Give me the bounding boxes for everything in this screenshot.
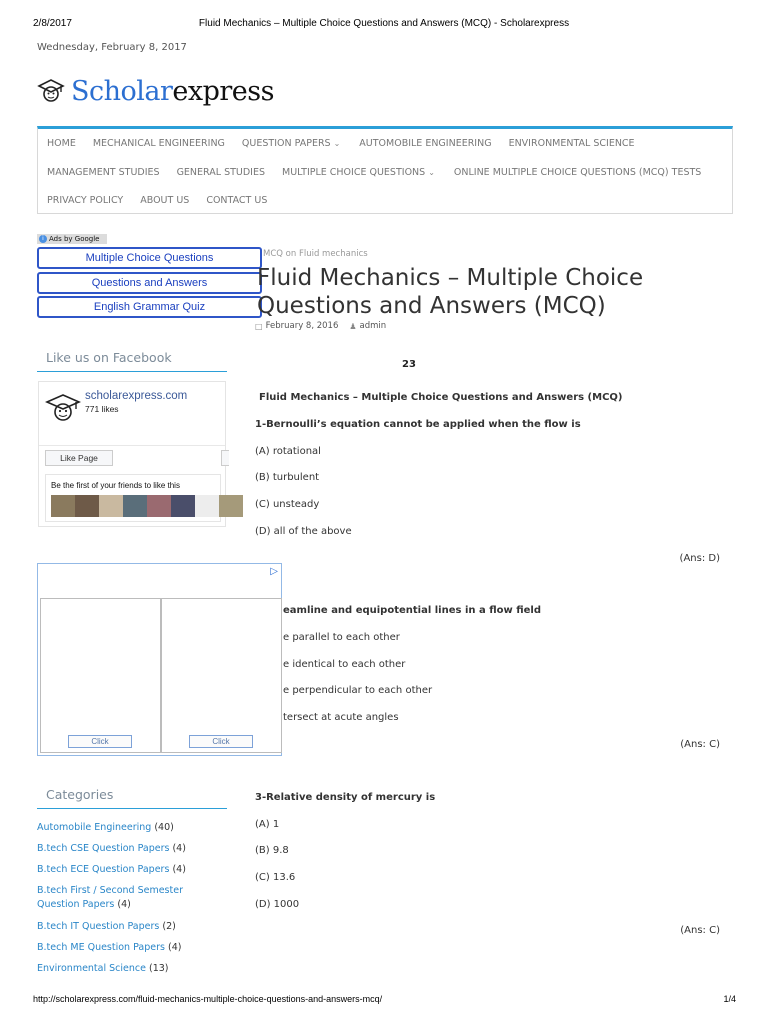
chevron-down-icon[interactable]: ⌄ — [428, 167, 435, 177]
print-header — [0, 18, 768, 32]
option: (A) 1 — [255, 819, 280, 830]
avatar[interactable] — [75, 495, 99, 517]
category-link[interactable]: B.tech IT Question Papers — [37, 921, 160, 932]
avatar[interactable] — [99, 495, 123, 517]
option: (D) all of the above — [255, 526, 352, 537]
nav-item-multiple-choice-questions[interactable]: MULTIPLE CHOICE QUESTIONS — [282, 166, 426, 178]
answer-2: (Ans: C) — [680, 739, 720, 750]
page-title-line: Questions and Answers (MCQ) — [257, 293, 606, 319]
facebook-share-button[interactable] — [221, 450, 229, 466]
main-navigation — [37, 126, 733, 214]
breadcrumb[interactable]: MCQ on Fluid mechanics — [263, 249, 368, 259]
chevron-down-icon[interactable]: ⌄ — [333, 138, 341, 148]
category-link[interactable]: B.tech ECE Question Papers — [37, 864, 170, 875]
post-meta — [255, 321, 386, 331]
site-date: Wednesday, February 8, 2017 — [37, 42, 187, 53]
facebook-friends-text: Be the first of your friends to like this — [51, 481, 180, 490]
question-2: eamline and equipotential lines in a flow field — [283, 605, 541, 616]
nav-row — [38, 158, 709, 186]
option: (C) unsteady — [255, 499, 320, 510]
answer-1: (Ans: D) — [679, 553, 720, 564]
category-count: (13) — [149, 963, 169, 974]
category-link[interactable]: Automobile Engineering — [37, 822, 152, 833]
logo-text-express: express — [172, 75, 274, 107]
question-3: 3-Relative density of mercury is — [255, 792, 436, 803]
user-icon: ♟ — [349, 321, 357, 331]
post-author[interactable]: admin — [359, 321, 387, 331]
option: (C) 13.6 — [255, 872, 296, 883]
nav-item-environmental-science[interactable]: ENVIRONMENTAL SCIENCE — [508, 137, 635, 149]
category-link[interactable]: Environmental Science — [37, 963, 146, 974]
ad-link-grammar-quiz[interactable]: English Grammar Quiz — [37, 296, 262, 318]
category-link[interactable]: B.tech First / Second Semester — [37, 885, 183, 896]
category-link[interactable]: B.tech CSE Question Papers — [37, 843, 170, 854]
graduate-cap-icon — [45, 392, 81, 424]
print-date: 2/8/2017 — [33, 18, 72, 29]
category-link[interactable]: B.tech ME Question Papers — [37, 942, 165, 953]
nav-row — [38, 129, 643, 157]
display-ad[interactable] — [37, 563, 282, 756]
list-item — [37, 863, 237, 877]
ad-click-button[interactable]: Click — [68, 735, 132, 748]
category-count: (40) — [154, 822, 174, 833]
logo-text-scholar: Scholar — [71, 75, 173, 107]
graduate-cap-icon — [37, 77, 65, 105]
ad-click-button[interactable]: Click — [189, 735, 253, 748]
nav-item-home[interactable]: HOME — [47, 137, 76, 149]
option: e perpendicular to each other — [283, 685, 433, 696]
list-item — [37, 884, 237, 912]
nav-item-automobile-engineering[interactable]: AUTOMOBILE ENGINEERING — [359, 137, 492, 149]
avatar[interactable] — [219, 495, 243, 517]
print-title: Fluid Mechanics – Multiple Choice Questions and Answers (MCQ) - Scholarexpress — [198, 18, 570, 29]
option: (D) 1000 — [255, 899, 300, 910]
list-item — [37, 941, 237, 955]
category-link[interactable]: Question Papers — [37, 899, 115, 910]
list-item — [37, 842, 237, 856]
nav-item-mechanical-engineering[interactable]: MECHANICAL ENGINEERING — [92, 137, 225, 149]
facebook-page-header[interactable] — [39, 382, 225, 446]
facebook-page-plugin — [38, 381, 226, 527]
avatar[interactable] — [147, 495, 171, 517]
ads-by-google-badge[interactable] — [37, 234, 107, 244]
ad-frame[interactable] — [40, 598, 161, 753]
calendar-icon: □ — [255, 321, 263, 331]
facebook-widget-title: Like us on Facebook — [37, 350, 227, 372]
adchoices-icon[interactable]: ▷ — [270, 566, 278, 577]
option: (B) turbulent — [255, 472, 320, 483]
nav-item-question-papers[interactable]: QUESTION PAPERS — [241, 137, 331, 149]
avatar[interactable] — [123, 495, 147, 517]
ad-frame[interactable] — [161, 598, 282, 753]
print-page-number: 1/4 — [723, 994, 736, 1004]
nav-item-privacy-policy[interactable]: PRIVACY POLICY — [47, 194, 124, 206]
category-count: (4) — [172, 843, 186, 854]
question-1: 1-Bernoulli’s equation cannot be applied when the flow is — [255, 419, 581, 430]
nav-item-online-mcq-tests[interactable]: ONLINE MULTIPLE CHOICE QUESTIONS (MCQ) TESTS — [453, 166, 702, 178]
option: e identical to each other — [283, 659, 406, 670]
answer-3: (Ans: C) — [680, 925, 720, 936]
ads-by-google-label: Ads by Google — [49, 235, 100, 243]
facebook-faces — [51, 495, 243, 517]
facebook-page-name[interactable]: scholarexpress.com — [85, 390, 188, 402]
logo-text — [71, 76, 274, 107]
facebook-likes-count: 771 likes — [85, 404, 119, 414]
option: tersect at acute angles — [283, 712, 399, 723]
category-count: (4) — [117, 899, 131, 910]
list-item — [37, 821, 237, 835]
print-url: http://scholarexpress.com/fluid-mechanics-multiple-choice-questions-and-answers-mcq/ — [33, 994, 383, 1004]
avatar[interactable] — [51, 495, 75, 517]
page-title — [257, 264, 727, 320]
nav-item-about-us[interactable]: ABOUT US — [140, 194, 190, 206]
option: e parallel to each other — [283, 632, 400, 643]
avatar[interactable] — [171, 495, 195, 517]
nav-item-contact-us[interactable]: CONTACT US — [206, 194, 268, 206]
nav-item-management-studies[interactable]: MANAGEMENT STUDIES — [47, 166, 160, 178]
nav-row — [38, 186, 275, 214]
nav-item-general-studies[interactable]: GENERAL STUDIES — [176, 166, 265, 178]
option: (B) 9.8 — [255, 845, 289, 856]
list-item — [37, 962, 237, 976]
category-count: (4) — [172, 864, 186, 875]
share-count: 23 — [402, 359, 416, 370]
categories-title: Categories — [37, 787, 227, 809]
list-item — [37, 920, 237, 934]
ad-link-questions-answers[interactable]: Questions and Answers — [37, 272, 262, 294]
post-intro: Fluid Mechanics – Multiple Choice Questions and Answers (MCQ) — [259, 392, 623, 403]
ad-link-mcq[interactable]: Multiple Choice Questions — [37, 247, 262, 269]
facebook-friends-area — [45, 474, 221, 522]
option: (A) rotational — [255, 446, 321, 457]
category-count: (4) — [167, 942, 182, 953]
facebook-like-button[interactable]: Like Page — [45, 450, 113, 466]
page-title-line: Fluid Mechanics – Multiple Choice — [257, 265, 644, 291]
avatar[interactable] — [195, 495, 219, 517]
post-date[interactable]: February 8, 2016 — [265, 321, 339, 331]
info-icon: i — [39, 235, 47, 243]
site-logo[interactable] — [37, 74, 274, 108]
category-count: (2) — [162, 921, 176, 932]
